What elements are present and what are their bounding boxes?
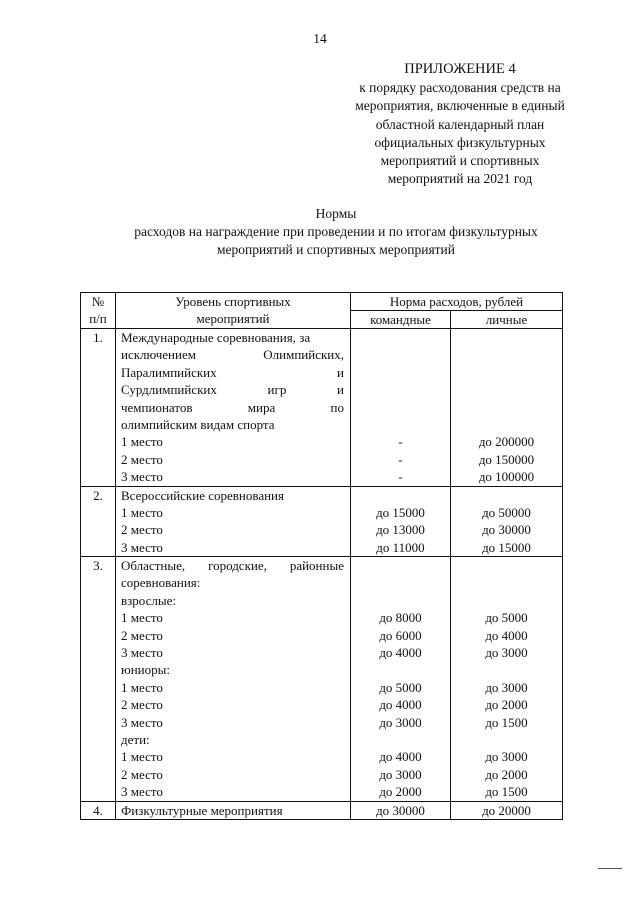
personal-cell — [451, 557, 563, 801]
team-value: до 4000 — [379, 749, 422, 765]
personal-value: до 15000 — [482, 539, 531, 555]
document-heading — [60, 205, 612, 259]
personal-value: до 1500 — [485, 784, 528, 800]
appendix-line: областной календарный план — [375, 116, 545, 132]
level-line: 1 место — [121, 504, 163, 520]
level-line: олимпийским видам спорта — [121, 416, 275, 432]
level-line: 1 место — [121, 749, 163, 765]
personal-value — [451, 661, 562, 678]
personal-value — [451, 329, 562, 346]
personal-value — [451, 731, 562, 748]
team-value — [351, 557, 450, 574]
footer-mark — [598, 868, 622, 869]
personal-cell — [451, 801, 563, 819]
personal-cell — [451, 486, 563, 557]
row-number-text: 1. — [93, 330, 103, 345]
level-cell — [116, 486, 351, 557]
personal-value — [451, 381, 562, 398]
team-value — [351, 329, 450, 346]
level-line — [121, 364, 344, 381]
level-line: Международные соревнования, за — [121, 330, 311, 345]
row-number — [81, 801, 116, 819]
personal-value: до 1500 — [485, 714, 528, 730]
personal-value: до 3000 — [485, 749, 528, 765]
personal-value: до 20000 — [482, 802, 531, 818]
level-line: юниоры: — [121, 662, 170, 678]
level-line: взрослые: — [121, 592, 176, 608]
level-word: по — [330, 399, 344, 415]
level-word: городские, — [208, 558, 267, 574]
level-word: игр — [267, 382, 287, 398]
team-value: до 30000 — [376, 802, 425, 818]
team-cell — [351, 486, 451, 557]
team-value: до 3000 — [379, 714, 422, 730]
team-value — [351, 487, 450, 504]
personal-value: до 50000 — [482, 504, 531, 520]
team-cell — [351, 557, 451, 801]
header-team: командные — [351, 311, 451, 329]
appendix-line: мероприятий на 2021 год — [387, 171, 533, 187]
level-cell — [116, 801, 351, 819]
team-value: до 5000 — [379, 679, 422, 695]
level-line: 3 место — [121, 469, 163, 485]
row-number-text: 4. — [93, 802, 103, 818]
page-number: 14 — [313, 31, 327, 46]
level-line: дети: — [121, 731, 150, 747]
header-num-line1: № — [91, 294, 105, 309]
level-line: 3 место — [121, 714, 163, 730]
personal-value: до 200000 — [478, 434, 535, 450]
level-word: Сурдлимпийских — [121, 382, 217, 398]
team-value: - — [398, 434, 403, 450]
row-number — [81, 329, 116, 487]
level-word: районные — [289, 558, 344, 574]
level-word: Паралимпийских — [121, 364, 217, 380]
team-value: до 3000 — [379, 766, 422, 782]
personal-value — [451, 416, 562, 433]
heading-line: мероприятий и спортивных мероприятий — [216, 242, 456, 257]
personal-value — [451, 346, 562, 363]
level-line: 3 место — [121, 645, 163, 661]
level-cell — [116, 557, 351, 801]
level-line: 2 место — [121, 522, 163, 538]
level-word: мира — [247, 399, 276, 415]
level-line — [121, 381, 344, 398]
level-line: 1 место — [121, 679, 163, 695]
level-line: Физкультурные мероприятия — [121, 802, 283, 818]
team-value: до 4000 — [379, 697, 422, 713]
row-number-text: 3. — [93, 558, 103, 574]
level-word: и — [337, 382, 344, 398]
appendix-title: ПРИЛОЖЕНИЕ 4 — [404, 61, 516, 77]
header-level-line1: Уровень спортивных — [175, 294, 291, 309]
team-value — [351, 661, 450, 678]
personal-value — [451, 557, 562, 574]
level-line: 2 место — [121, 766, 163, 782]
level-line — [121, 399, 344, 416]
table-row — [81, 329, 563, 487]
team-value — [351, 399, 450, 416]
header-level-line2: мероприятий — [196, 311, 270, 326]
appendix-block — [322, 60, 598, 188]
level-line: 2 место — [121, 627, 163, 643]
level-line: 3 место — [121, 539, 163, 555]
team-value: до 13000 — [376, 522, 425, 538]
team-value: до 11000 — [376, 539, 425, 555]
level-line: 3 место — [121, 784, 163, 800]
team-value — [351, 381, 450, 398]
table-row — [81, 801, 563, 819]
personal-value — [451, 399, 562, 416]
personal-value: до 3000 — [485, 679, 528, 695]
norms-table — [80, 292, 563, 820]
heading-title: Нормы — [315, 206, 357, 221]
level-line — [121, 557, 344, 574]
level-line: 1 место — [121, 434, 163, 450]
team-value — [351, 574, 450, 591]
team-value: до 8000 — [379, 610, 422, 626]
header-num — [81, 293, 116, 329]
level-word: и — [337, 364, 344, 380]
appendix-line: к порядку расходования средств на — [359, 80, 561, 96]
team-cell — [351, 329, 451, 487]
personal-value: до 2000 — [485, 766, 528, 782]
row-number — [81, 557, 116, 801]
header-level — [116, 293, 351, 329]
team-value: до 6000 — [379, 627, 422, 643]
table-row — [81, 486, 563, 557]
level-word: чемпионатов — [121, 399, 193, 415]
personal-value: до 2000 — [485, 697, 528, 713]
personal-value — [451, 574, 562, 591]
heading-line: расходов на награждение при проведении и по итогам физкультурных — [134, 224, 538, 239]
level-word: исключением — [121, 347, 196, 363]
row-number-text: 2. — [93, 487, 103, 503]
table-row — [81, 557, 563, 801]
personal-value: до 4000 — [485, 627, 528, 643]
personal-value: до 30000 — [482, 522, 531, 538]
header-num-line2: п/п — [89, 311, 107, 326]
row-number — [81, 486, 116, 557]
team-value — [351, 731, 450, 748]
team-value: до 15000 — [376, 504, 425, 520]
level-line: 1 место — [121, 610, 163, 626]
level-line: 2 место — [121, 451, 163, 467]
personal-value: до 150000 — [478, 451, 535, 467]
level-word: Областные, — [121, 558, 186, 574]
personal-value: до 100000 — [478, 469, 535, 485]
personal-value — [451, 364, 562, 381]
team-value: до 2000 — [379, 784, 422, 800]
header-norm: Норма расходов, рублей — [351, 293, 563, 311]
header-personal: личные — [451, 311, 563, 329]
level-line — [121, 346, 344, 363]
team-value — [351, 592, 450, 609]
appendix-line: мероприятий и спортивных — [380, 153, 540, 169]
appendix-line: мероприятия, включенные в единый — [355, 98, 565, 114]
level-line: Всероссийские соревнования — [121, 487, 284, 503]
personal-value: до 5000 — [485, 610, 528, 626]
level-word: Олимпийских, — [263, 347, 344, 363]
team-value — [351, 416, 450, 433]
personal-cell — [451, 329, 563, 487]
level-line: 2 место — [121, 697, 163, 713]
team-value: до 4000 — [379, 645, 422, 661]
level-line: соревнования: — [121, 575, 201, 591]
team-value — [351, 364, 450, 381]
appendix-line: официальных физкультурных — [374, 134, 546, 150]
level-cell — [116, 329, 351, 487]
personal-value: до 3000 — [485, 645, 528, 661]
team-value: - — [398, 469, 403, 485]
team-cell — [351, 801, 451, 819]
personal-value — [451, 487, 562, 504]
personal-value — [451, 592, 562, 609]
team-value — [351, 346, 450, 363]
team-value: - — [398, 451, 403, 467]
